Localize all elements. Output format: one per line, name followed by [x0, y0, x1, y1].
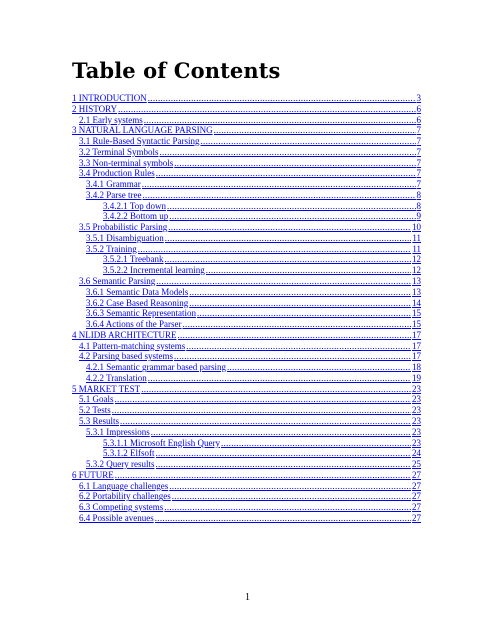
dot-leader: [182, 319, 411, 330]
toc-entry-page: 7: [416, 136, 421, 147]
toc-entry-page: 19: [412, 372, 421, 383]
dot-leader: [144, 115, 416, 126]
toc-entry-page: 13: [412, 286, 421, 297]
toc-entry-page: 6: [416, 114, 421, 125]
toc-entry-label: 5.3.2 Query results: [86, 459, 155, 470]
toc-entry-page: 27: [412, 491, 421, 502]
dot-leader: [155, 513, 411, 524]
dot-leader: [169, 481, 411, 492]
toc-entry[interactable]: [72, 287, 421, 298]
toc-entry[interactable]: [72, 459, 421, 470]
toc-entry[interactable]: [72, 168, 421, 179]
dot-leader: [227, 362, 411, 373]
toc-entry-label: 3.6.3 Semantic Representation: [86, 308, 196, 319]
dot-leader: [118, 104, 415, 115]
dot-leader: [142, 190, 415, 201]
toc-entry[interactable]: [72, 416, 421, 427]
dot-leader: [165, 233, 412, 244]
toc-entry[interactable]: [72, 136, 421, 147]
toc-entry-label: 3.1 Rule-Based Syntactic Parsing: [79, 136, 200, 147]
toc-entry-label: 3.6.4 Actions of the Parser: [86, 319, 182, 330]
toc-entry-label: 6.3 Competing systems: [79, 502, 164, 513]
toc-entry[interactable]: [72, 491, 421, 502]
toc-entry-page: 18: [412, 362, 421, 373]
dot-leader: [148, 93, 416, 104]
toc-entry-label: 4 NLIDB ARCHITECTURE: [72, 329, 177, 340]
dot-leader: [141, 384, 411, 395]
toc-entry[interactable]: [72, 265, 421, 276]
toc-entry-label: 3.4.1 Grammar: [86, 179, 141, 190]
toc-entry[interactable]: [72, 427, 421, 438]
toc-entry-page: 14: [412, 297, 421, 308]
toc-entry-page: 11: [412, 243, 421, 254]
toc-entry[interactable]: [72, 201, 421, 212]
dot-leader: [189, 298, 411, 309]
page-title: Table of Contents: [72, 58, 281, 83]
toc-entry-page: 23: [412, 426, 421, 437]
dot-leader: [148, 373, 411, 384]
toc-entry[interactable]: [72, 179, 421, 190]
toc-entry[interactable]: [72, 513, 421, 524]
toc-entry-label: 6.1 Language challenges: [79, 480, 169, 491]
toc-entry-label: 5.3.1.1 Microsoft English Query: [103, 437, 220, 448]
toc-entry-page: 17: [412, 329, 421, 340]
toc-entry-page: 8: [416, 200, 421, 211]
toc-entry-label: 3.4.2 Parse tree: [86, 189, 142, 200]
toc-entry-page: 27: [412, 480, 421, 491]
toc-entry-page: 3: [416, 93, 421, 103]
toc-entry-label: 6.4 Possible avenues: [79, 512, 154, 523]
toc-entry-label: 3.5 Probabilistic Parsing: [79, 222, 168, 233]
toc-entry-label: 3.2 Terminal Symbols: [79, 146, 159, 157]
toc-entry-label: 3 NATURAL LANGUAGE PARSING: [72, 125, 213, 136]
toc-entry[interactable]: [72, 373, 421, 384]
dot-leader: [115, 470, 411, 481]
toc-entry[interactable]: [72, 298, 421, 309]
toc-entry-page: 7: [416, 179, 421, 190]
toc-entry-page: 13: [412, 276, 421, 287]
dot-leader: [138, 244, 412, 255]
toc-entry-page: 11: [412, 232, 421, 243]
toc-entry[interactable]: [72, 341, 421, 352]
toc-entry[interactable]: [72, 244, 421, 255]
toc-entry[interactable]: [72, 438, 421, 449]
toc-entry-page: 7: [416, 168, 421, 179]
dot-leader: [221, 438, 411, 449]
toc-entry-page: 23: [412, 415, 421, 426]
toc-entry[interactable]: [72, 233, 421, 244]
toc-entry[interactable]: [72, 384, 421, 395]
dot-leader: [189, 287, 411, 298]
dot-leader: [174, 351, 411, 362]
toc-entry-label: 5.3.1 Impressions: [86, 426, 150, 437]
page-number: 1: [245, 592, 250, 603]
toc-entry-label: 3.5.2 Training: [86, 243, 137, 254]
toc-entry-page: 7: [416, 125, 421, 136]
toc-entry-label: 4.2 Parsing based systems: [79, 351, 173, 362]
toc-entry[interactable]: [72, 93, 421, 104]
dot-leader: [186, 341, 411, 352]
toc-entry-label: 4.1 Pattern-matching systems: [79, 340, 186, 351]
toc-entry-page: 10: [412, 222, 421, 233]
toc-entry-label: 1 INTRODUCTION: [72, 93, 147, 103]
toc-entry-label: 4.2.1 Semantic grammar based parsing: [86, 362, 226, 373]
dot-leader: [167, 201, 416, 212]
toc-entry[interactable]: [72, 330, 421, 341]
toc-entry-label: 5.1 Goals: [79, 394, 114, 405]
toc-entry[interactable]: [72, 308, 421, 319]
toc-entry-label: 3.6.2 Case Based Reasoning: [86, 297, 189, 308]
toc-entry-label: 3.3 Non-terminal symbols: [79, 157, 174, 168]
dot-leader: [156, 459, 412, 470]
toc-entry[interactable]: [72, 158, 421, 169]
dot-leader: [206, 265, 411, 276]
toc-entry-page: 17: [412, 340, 421, 351]
toc-entry-page: 12: [412, 265, 421, 276]
toc-entry-label: 3.5.2.1 Treebank: [103, 254, 164, 265]
toc-entry[interactable]: [72, 470, 421, 481]
toc-entry-label: 5.3 Results: [79, 415, 120, 426]
dot-leader: [112, 405, 411, 416]
dot-leader: [156, 448, 412, 459]
toc-entry-label: 4.2.2 Translation: [86, 372, 147, 383]
toc-entry-page: 23: [412, 405, 421, 416]
dot-leader: [156, 168, 416, 179]
toc-entry[interactable]: [72, 481, 421, 492]
dot-leader: [115, 394, 412, 405]
toc-entry-page: 7: [416, 146, 421, 157]
dot-leader: [172, 491, 411, 502]
toc-entry-label: 2 HISTORY: [72, 103, 118, 114]
toc-entry-page: 27: [412, 502, 421, 513]
toc-entry[interactable]: [72, 319, 421, 330]
toc-entry-page: 8: [416, 189, 421, 200]
toc-entry[interactable]: [72, 115, 421, 126]
toc-entry[interactable]: [72, 276, 421, 287]
toc-entry[interactable]: [72, 394, 421, 405]
toc-entry[interactable]: [72, 211, 421, 222]
toc-entry-page: 7: [416, 157, 421, 168]
toc-entry-page: 6: [416, 103, 421, 114]
toc-entry-label: 3.6.1 Semantic Data Models: [86, 286, 189, 297]
dot-leader: [197, 308, 411, 319]
toc-entry[interactable]: [72, 405, 421, 416]
toc-entry[interactable]: [72, 125, 421, 136]
dot-leader: [142, 179, 416, 190]
toc-entry[interactable]: [72, 448, 421, 459]
dot-leader: [165, 254, 412, 265]
toc-entry-label: 6.2 Portability challenges: [79, 491, 171, 502]
toc-entry-label: 3.4.2.2 Bottom up: [103, 211, 169, 222]
dot-leader: [174, 158, 415, 169]
dot-leader: [156, 276, 411, 287]
dot-leader: [120, 416, 411, 427]
toc-entry[interactable]: [72, 222, 421, 233]
toc-entry-label: 2.1 Early systems: [79, 114, 143, 125]
toc-entry-label: 3.5.1 Disambiguation: [86, 232, 164, 243]
toc-entry-label: 3.4.2.1 Top down: [103, 200, 166, 211]
toc-entry-page: 9: [416, 211, 421, 222]
toc-entry-label: 5.3.1.2 Elfsoft: [103, 448, 155, 459]
toc-entry-page: 17: [412, 351, 421, 362]
dot-leader: [151, 427, 411, 438]
toc-entry-label: 5 MARKET TEST: [72, 383, 141, 394]
dot-leader: [169, 211, 415, 222]
toc-entry-page: 27: [412, 469, 421, 480]
toc-entry-page: 12: [412, 254, 421, 265]
toc-entry[interactable]: [72, 104, 421, 115]
dot-leader: [214, 125, 416, 136]
toc-entry-page: 27: [412, 512, 421, 523]
toc-entry-label: 3.5.2.2 Incremental learning: [103, 265, 205, 276]
toc-entry-page: 15: [412, 319, 421, 330]
toc-entry[interactable]: [72, 254, 421, 265]
toc-entry-page: 25: [412, 459, 421, 470]
table-of-contents: [72, 93, 421, 524]
toc-entry[interactable]: [72, 351, 421, 362]
dot-leader: [178, 330, 412, 341]
toc-entry[interactable]: [72, 502, 421, 513]
toc-entry-page: 23: [412, 437, 421, 448]
toc-entry[interactable]: [72, 190, 421, 201]
dot-leader: [200, 136, 415, 147]
toc-entry-label: 5.2 Tests: [79, 405, 111, 416]
dot-leader: [168, 222, 411, 233]
dot-leader: [159, 147, 415, 158]
toc-entry-label: 3.6 Semantic Parsing: [79, 276, 156, 287]
toc-entry-page: 23: [412, 383, 421, 394]
toc-entry[interactable]: [72, 362, 421, 373]
toc-entry-label: 3.4 Production Rules: [79, 168, 155, 179]
toc-entry-page: 15: [412, 308, 421, 319]
toc-entry-label: 6 FUTURE: [72, 469, 114, 480]
toc-entry-page: 23: [412, 394, 421, 405]
toc-entry-page: 24: [412, 448, 421, 459]
toc-entry[interactable]: [72, 147, 421, 158]
dot-leader: [164, 502, 411, 513]
